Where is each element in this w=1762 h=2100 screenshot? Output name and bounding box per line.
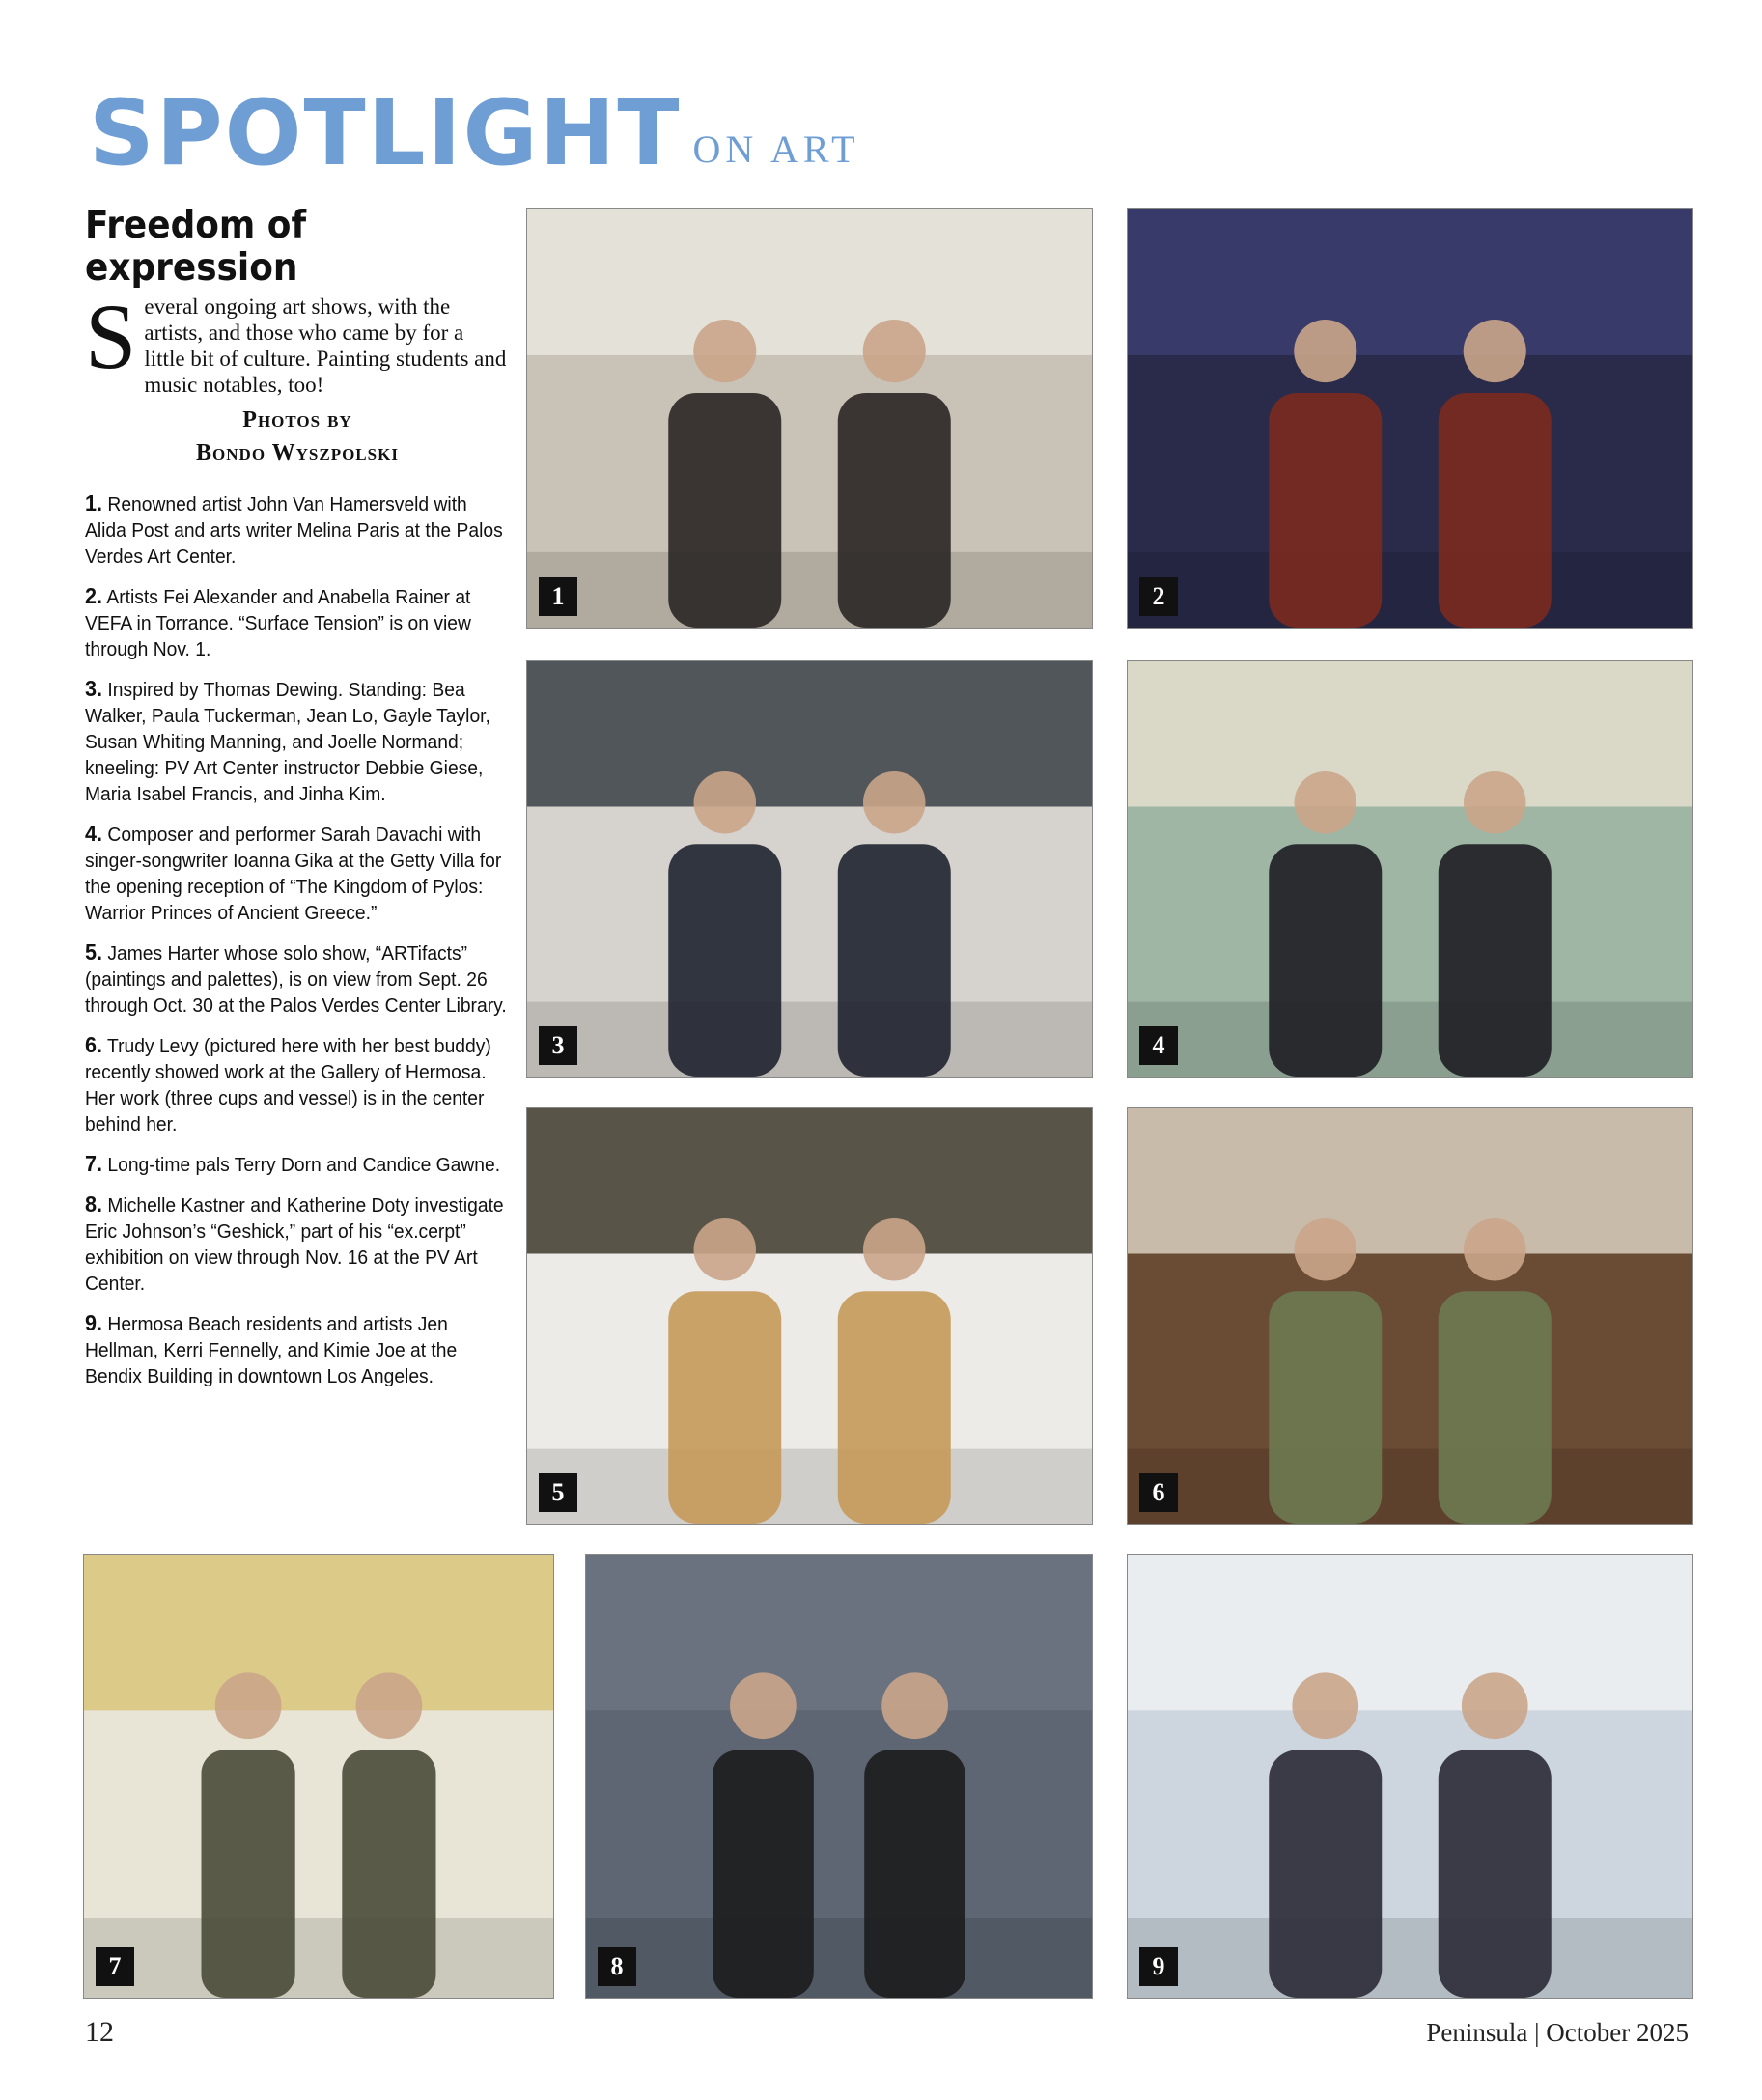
photo-1 <box>526 208 1093 629</box>
caption-number: 6. <box>85 1032 103 1057</box>
person-head-silhouette <box>693 320 756 382</box>
photo-2 <box>1127 208 1693 629</box>
person-body-silhouette <box>342 1750 435 1998</box>
masthead <box>89 79 860 186</box>
article-column <box>85 205 510 1403</box>
caption-8 <box>85 1191 508 1297</box>
photo-floor <box>84 1918 553 1998</box>
caption-text: Long-time pals Terry Dorn and Candice Gawne. <box>107 1154 501 1176</box>
person-body-silhouette <box>838 844 951 1077</box>
article-headline <box>85 205 476 290</box>
photo-floor <box>1128 1002 1692 1077</box>
caption-number: 4. <box>85 821 103 846</box>
caption-number: 9. <box>85 1310 103 1335</box>
person-head-silhouette <box>1295 1218 1357 1281</box>
caption-text: Inspired by Thomas Dewing. Standing: Bea Walker, Paula Tuckerman, Jean Lo, Gayle Taylor, Susan Whiting Manning, and Joelle Normand; kneeling: PV Art Center instructor Debbie Giese, Maria Isabel Francis, and Jinha Kim. <box>85 679 490 805</box>
headline-line-1: Freedom of <box>85 204 307 247</box>
photo-number-badge: 4 <box>1139 1026 1178 1065</box>
caption-number: 7. <box>85 1151 103 1176</box>
person-body-silhouette <box>838 1291 951 1524</box>
person-body-silhouette <box>1269 844 1382 1077</box>
photo-number-badge: 9 <box>1139 1947 1178 1986</box>
person-head-silhouette <box>1464 771 1526 834</box>
caption-3 <box>85 676 508 807</box>
caption-6 <box>85 1032 508 1137</box>
photo-number-badge: 5 <box>539 1473 577 1512</box>
caption-2 <box>85 583 508 662</box>
caption-text: Composer and performer Sarah Davachi with singer-songwriter Ioanna Gika at the Getty Villa for the opening reception of “The Kingdom of Pylos: Warrior Princes of Ancient Greece.” <box>85 824 502 924</box>
photo-9-image <box>1128 1555 1692 1998</box>
photo-floor <box>527 552 1092 628</box>
photo-backdrop <box>1128 1108 1692 1254</box>
article-intro <box>85 285 510 398</box>
photo-credit <box>85 404 510 469</box>
headline-line-2: expression <box>85 246 298 290</box>
photo-9 <box>1127 1554 1693 1999</box>
photo-number-badge: 6 <box>1139 1473 1178 1512</box>
photo-4-image <box>1128 661 1692 1077</box>
person-head-silhouette <box>215 1672 282 1739</box>
photo-8 <box>585 1554 1093 1999</box>
photo-backdrop <box>84 1555 553 1710</box>
photo-5 <box>526 1107 1093 1525</box>
photo-2-image <box>1128 209 1692 628</box>
photo-7-image <box>84 1555 553 1998</box>
photo-floor <box>527 1002 1092 1077</box>
caption-number: 3. <box>85 676 103 701</box>
person-body-silhouette <box>1269 1291 1382 1524</box>
caption-5 <box>85 939 508 1019</box>
caption-number: 5. <box>85 939 103 965</box>
caption-4 <box>85 821 508 926</box>
person-head-silhouette <box>863 1218 926 1281</box>
caption-number: 8. <box>85 1191 103 1217</box>
person-body-silhouette <box>713 1750 814 1998</box>
person-body-silhouette <box>1439 844 1552 1077</box>
person-body-silhouette <box>838 393 951 628</box>
person-head-silhouette <box>694 771 757 834</box>
person-body-silhouette <box>668 844 781 1077</box>
caption-text: Michelle Kastner and Katherine Doty investigate Eric Johnson’s “Geshick,” part of his “ex.cerpt” exhibition on view through Nov. 16 at the PV Art Center. <box>85 1194 504 1295</box>
publication-footer: Peninsula | October 2025 <box>1426 2018 1689 2047</box>
person-head-silhouette <box>694 1218 757 1281</box>
person-body-silhouette <box>1269 393 1382 628</box>
photo-floor <box>1128 1918 1692 1998</box>
caption-7 <box>85 1151 508 1178</box>
credit-line-1: Photos by <box>242 407 352 433</box>
person-head-silhouette <box>1464 1218 1526 1281</box>
photo-floor <box>1128 1449 1692 1524</box>
photo-number-badge: 2 <box>1139 577 1178 616</box>
person-body-silhouette <box>1439 393 1552 628</box>
photo-6-image <box>1128 1108 1692 1524</box>
photo-floor <box>527 1449 1092 1524</box>
person-body-silhouette <box>668 393 781 628</box>
caption-text: Trudy Levy (pictured here with her best buddy) recently showed work at the Gallery of Hermosa. Her work (three cups and vessel) is in the center behind her. <box>85 1035 491 1135</box>
person-head-silhouette <box>730 1672 797 1739</box>
photo-backdrop <box>527 1108 1092 1254</box>
photo-6 <box>1127 1107 1693 1525</box>
photo-1-image <box>527 209 1092 628</box>
photo-backdrop <box>586 1555 1092 1710</box>
photo-floor <box>1128 552 1692 628</box>
caption-1 <box>85 490 508 570</box>
caption-number: 2. <box>85 583 103 608</box>
person-body-silhouette <box>1439 1750 1552 1998</box>
caption-text: James Harter whose solo show, “ARTifacts” (paintings and palettes), is on view from Sept. 26 through Oct. 30 at the Palos Verdes Center Library. <box>85 942 507 1017</box>
person-body-silhouette <box>202 1750 295 1998</box>
photo-3-image <box>527 661 1092 1077</box>
drop-cap: S <box>85 285 137 388</box>
photo-number-badge: 7 <box>96 1947 134 1986</box>
caption-text: Hermosa Beach residents and artists Jen Hellman, Kerri Fennelly, and Kimie Joe at the Bendix Building in downtown Los Angeles. <box>85 1313 458 1387</box>
person-head-silhouette <box>1464 320 1526 382</box>
intro-text: everal ongoing art shows, with the artists, and those who came by for a little bit of culture. Painting students and music notables, too! <box>144 294 507 397</box>
person-body-silhouette <box>1439 1291 1552 1524</box>
photo-4 <box>1127 660 1693 1078</box>
credit-line-2: Bondo Wyszpolski <box>196 440 399 465</box>
caption-text: Renowned artist John Van Hamersveld with Alida Post and arts writer Melina Paris at the Palos Verdes Art Center. <box>85 493 503 568</box>
person-body-silhouette <box>668 1291 781 1524</box>
photo-backdrop <box>527 661 1092 807</box>
person-body-silhouette <box>864 1750 965 1998</box>
person-head-silhouette <box>1295 771 1357 834</box>
photo-backdrop <box>1128 1555 1692 1710</box>
photo-backdrop <box>1128 209 1692 355</box>
photo-backdrop <box>527 209 1092 355</box>
photo-8-image <box>586 1555 1092 1998</box>
person-head-silhouette <box>1294 320 1356 382</box>
masthead-subtitle: ON ART <box>692 127 860 171</box>
page-number: 12 <box>85 2016 114 2048</box>
caption-9 <box>85 1310 508 1389</box>
photo-number-badge: 8 <box>598 1947 636 1986</box>
photo-backdrop <box>1128 661 1692 807</box>
person-head-silhouette <box>1462 1672 1528 1739</box>
person-head-silhouette <box>863 320 926 382</box>
person-body-silhouette <box>1269 1750 1382 1998</box>
caption-text: Artists Fei Alexander and Anabella Rainer at VEFA in Torrance. “Surface Tension” is on view through Nov. 1. <box>85 586 471 660</box>
photo-7 <box>83 1554 554 1999</box>
person-head-silhouette <box>1292 1672 1358 1739</box>
photo-3 <box>526 660 1093 1078</box>
person-head-silhouette <box>881 1672 948 1739</box>
caption-number: 1. <box>85 490 103 516</box>
photo-number-badge: 3 <box>539 1026 577 1065</box>
photo-floor <box>586 1918 1092 1998</box>
masthead-title: SPOTLIGHT <box>89 81 682 186</box>
photo-number-badge: 1 <box>539 577 577 616</box>
person-head-silhouette <box>356 1672 423 1739</box>
photo-5-image <box>527 1108 1092 1524</box>
person-head-silhouette <box>863 771 926 834</box>
